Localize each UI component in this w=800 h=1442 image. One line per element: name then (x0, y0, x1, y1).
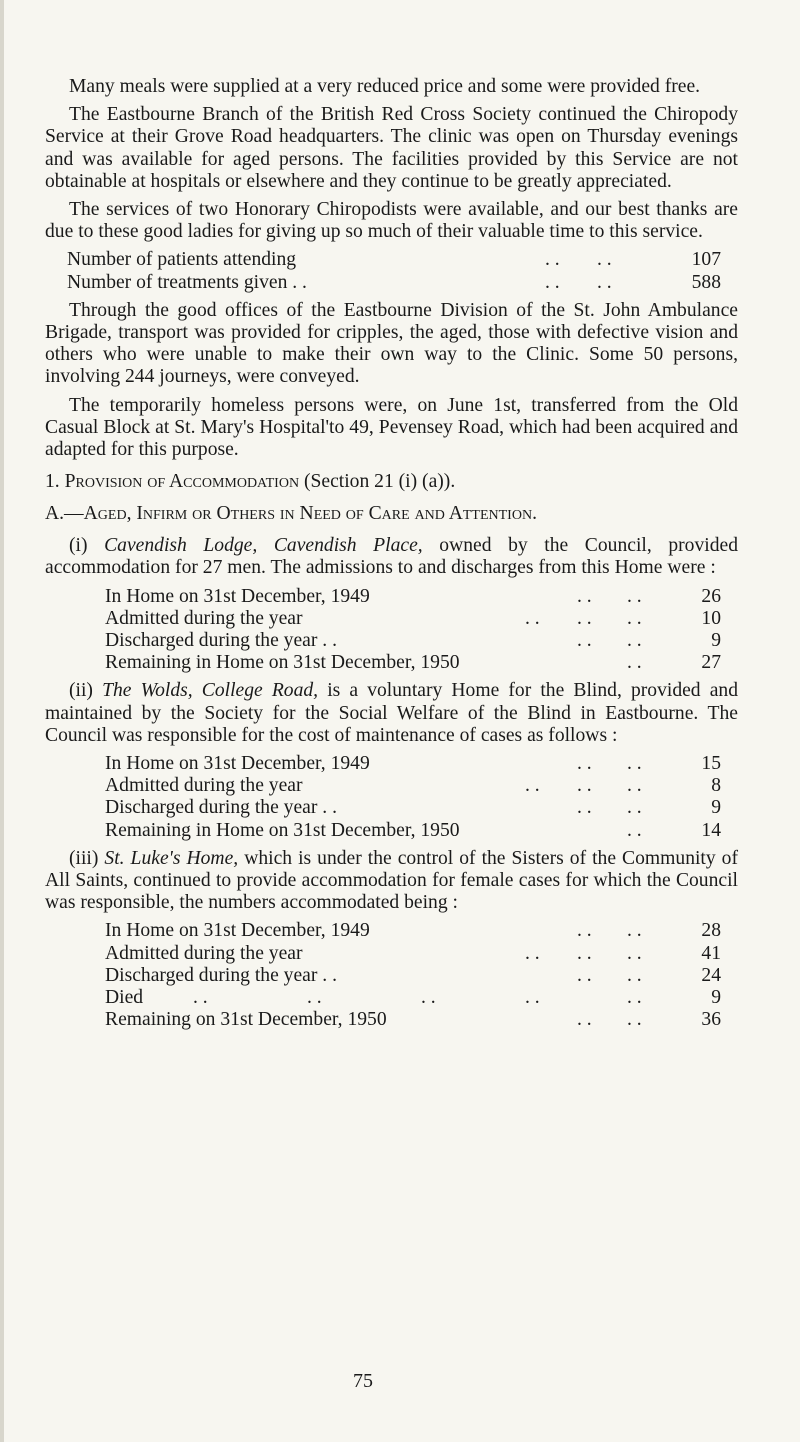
paragraph-the-wolds (45, 680, 738, 747)
leader-dots: . . (525, 986, 540, 1008)
item-number: (i) (69, 535, 88, 557)
leader-dots: . . (627, 775, 642, 797)
leader-dots: . . (545, 271, 560, 293)
home-description: which is under the control of the Sisters of the Community of All Saints, continued to provide accommodation for female cases for which the Council was responsible, the numbers accommodated being : (45, 847, 739, 914)
leader-dots: . . (525, 775, 540, 797)
leader-dots: . . (577, 630, 592, 651)
stat-row (45, 1009, 738, 1031)
stat-label: Remaining in Home on 31st December, 1950 (105, 652, 460, 674)
leader-dots: . . (577, 920, 592, 942)
page-edge-shadow (0, 0, 4, 1442)
leader-dots: . . (627, 942, 642, 964)
leader-dots: . . (627, 652, 642, 674)
stat-row (45, 272, 738, 294)
home-description: owned by the Council, provided accommodation for 27 men. The admissions to and discharges from this Home were : (45, 535, 738, 579)
cavendish-stats (45, 586, 738, 675)
home-name: Cavendish Lodge, Cavendish Place, (104, 535, 423, 557)
stat-value: 588 (691, 271, 721, 293)
item-number: (ii) (69, 680, 93, 702)
stat-row (45, 249, 738, 271)
leader-dots: . . (627, 1009, 642, 1031)
stat-row (45, 630, 738, 652)
page-number: 75 (353, 1370, 373, 1392)
paragraph-cavendish-lodge (45, 535, 738, 579)
chiropody-stats (45, 249, 738, 293)
leader-dots: . . (577, 585, 592, 607)
stat-label: Admitted during the year (105, 775, 303, 797)
leader-dots: . . (627, 819, 642, 841)
leader-dots: . . (597, 249, 612, 271)
stat-row (45, 797, 738, 819)
stat-value: 27 (701, 652, 721, 674)
stat-value: 10 (701, 607, 721, 629)
stat-row (45, 753, 738, 775)
stat-value: 9 (711, 630, 721, 651)
heading-title: Aged, Infirm or Others in Need of Care and Attention. (83, 503, 537, 525)
stat-label: Discharged during the year . . (105, 964, 337, 986)
stat-label: Number of patients attending (67, 249, 297, 271)
paragraph-chiropody-service: The Eastbourne Branch of the British Red Cross Society continued the Chiropody Service at their Grove Road headquarters. The clinic was open on Thursday evenings and was available for aged persons. The facilities provided by this Service are not obtainable at hospitals or elsewhere and they continue to be greatly appreciated. (45, 104, 738, 192)
leader-dots: . . (421, 986, 436, 1008)
stat-row (45, 820, 738, 842)
stat-value: 26 (701, 585, 721, 607)
leader-dots: . . (577, 775, 592, 797)
stat-value: 9 (711, 986, 721, 1008)
section-heading-aged (45, 503, 738, 525)
stat-value: 9 (711, 797, 721, 819)
leader-dots: . . (627, 752, 642, 774)
heading-title: Provision of Accommodation (64, 471, 300, 493)
item-number: (iii) (69, 847, 99, 869)
leader-dots: . . (627, 964, 642, 986)
stat-value: 107 (691, 249, 721, 271)
stat-label: Discharged during the year . . (105, 630, 337, 651)
leader-dots: . . (627, 630, 642, 651)
paragraph-homeless-persons: The temporarily homeless persons were, on June 1st, transferred from the Old Casual Block at St. Mary's Hospital'to 49, Pevensey Road, which had been acquired and adapted for this purpose. (45, 394, 738, 461)
leader-dots: . . (545, 249, 560, 271)
heading-prefix: A.— (45, 503, 84, 525)
leader-dots: . . (307, 986, 322, 1008)
stat-row (45, 987, 738, 1009)
leader-dots: . . (577, 1009, 592, 1031)
stat-label: In Home on 31st December, 1949 (105, 752, 370, 774)
leader-dots: . . (525, 607, 540, 629)
heading-section: (Section 21 (i) (a)). (303, 471, 456, 493)
stat-label: Admitted during the year (105, 942, 303, 964)
leader-dots: . . (627, 607, 642, 629)
leader-dots: . . (577, 752, 592, 774)
document-page (45, 76, 738, 1037)
stat-value: 24 (701, 964, 721, 986)
wolds-stats (45, 753, 738, 842)
leader-dots: . . (597, 271, 612, 293)
st-lukes-stats (45, 920, 738, 1031)
paragraph-honorary-chiropodists: The services of two Honorary Chiropodists were available, and our best thanks are due to these good ladies for giving up so much of their valuable time to this service. (45, 199, 738, 243)
section-heading-provision (45, 471, 738, 493)
stat-label: In Home on 31st December, 1949 (105, 920, 370, 942)
stat-row (45, 965, 738, 987)
stat-label: Remaining on 31st December, 1950 (105, 1009, 387, 1031)
leader-dots: . . (193, 986, 208, 1008)
stat-value: 36 (701, 1009, 721, 1031)
stat-value: 28 (701, 920, 721, 942)
stat-value: 41 (701, 942, 721, 964)
leader-dots: . . (627, 797, 642, 819)
paragraph-st-lukes-home (45, 848, 738, 915)
stat-row (45, 775, 738, 797)
leader-dots: . . (577, 942, 592, 964)
leader-dots: . . (525, 942, 540, 964)
stat-label: In Home on 31st December, 1949 (105, 585, 370, 607)
home-name: The Wolds, College Road, (102, 680, 319, 702)
stat-label: Remaining in Home on 31st December, 1950 (105, 819, 460, 841)
paragraph-meals: Many meals were supplied at a very reduced price and some were provided free. (69, 76, 701, 97)
stat-value: 15 (701, 752, 721, 774)
leader-dots: . . (577, 964, 592, 986)
stat-label: Admitted during the year (105, 607, 303, 629)
leader-dots: . . (627, 986, 642, 1008)
stat-row (45, 586, 738, 608)
leader-dots: . . (627, 585, 642, 607)
stat-label: Discharged during the year . . (105, 797, 337, 819)
stat-label: Died (105, 986, 144, 1008)
home-description: is a voluntary Home for the Blind, provided and maintained by the Society for the Social Welfare of the Blind in Eastbourne. The Council was responsible for the cost of maintenance of cases as follows : (45, 680, 739, 746)
stat-row (45, 652, 738, 674)
stat-value: 8 (711, 775, 721, 797)
paragraph-st-john-transport: Through the good offices of the Eastbourne Division of the St. John Ambulance Brigade, transport was provided for cripples, the aged, those with defective vision and others who were unable to make their own way to the Clinic. Some 50 persons, involving 244 journeys, were conveyed. (45, 299, 738, 388)
stat-value: 14 (701, 819, 721, 841)
stat-row (45, 943, 738, 965)
leader-dots: . . (577, 797, 592, 819)
leader-dots: . . (577, 607, 592, 629)
stat-row (45, 608, 738, 630)
stat-row (45, 920, 738, 942)
heading-number: 1. (45, 471, 60, 493)
stat-label: Number of treatments given . . (67, 271, 307, 293)
leader-dots: . . (627, 920, 642, 942)
home-name: St. Luke's Home, (104, 847, 239, 869)
